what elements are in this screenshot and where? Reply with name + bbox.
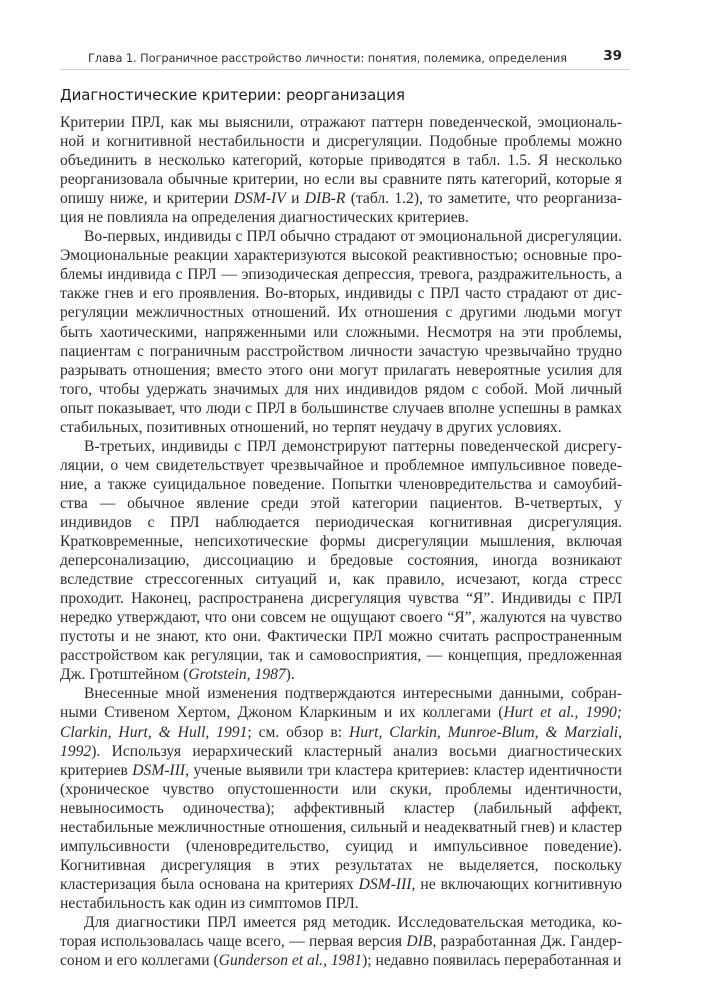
section-heading: Диагностические критерии: реорганизация	[60, 86, 405, 104]
page-number: 39	[603, 48, 622, 64]
paragraph: Для диагностики ПРЛ имеется ряд методик. Исследовательская методика, которая использовалась чаще всего, — первая версия DIB, разработанная Дж. Гандерсоном и его коллегами (Gunderson et al., 1981); недавно появилась переработанная и	[60, 913, 622, 970]
page-header	[60, 47, 630, 70]
paragraph: В-третьих, индивиды с ПРЛ демонстрируют паттерны поведенческой дисрегуляции, о чем свидетельствует чрезвычайное и проблемное импульсивное поведение, а также суицидальное поведение. Попытки членовредительства и самоубийства — обычное явление среди этой категории пациентов. В-четвертых, у индивидов с ПРЛ наблюдается периодическая когнитивная дисрегуляция. Кратковременные, непсихотические формы дисрегуляции мышления, включая деперсонализацию, диссоциацию и бредовые состояния, иногда возникают вследствие стрессогенных ситуаций и, как правило, исчезают, когда стресс проходит. Наконец, распространена дисрегуляция чувства “Я”. Индивиды с ПРЛ нередко утверждают, что они совсем не ощущают своего “Я”, жалуются на чувство пустоты и не знают, кто они. Фактически ПРЛ можно считать распространенным расстройством как регуляции, так и самовосприятия, — концепция, предложенная Дж. Гротштейном (Grotstein, 1987).	[60, 437, 622, 684]
paragraph: Во-первых, индивиды с ПРЛ обычно страдают от эмоциональной дисрегуляции. Эмоциональные реакции характеризуются высокой реактивностью; основные проблемы индивида с ПРЛ — эпизодическая депрессия, тревога, раздражительность, а также гнев и его проявления. Во-вторых, индивиды с ПРЛ часто страдают от дисрегуляции межличностных отношений. Их отношения с другими людьми могут быть хаотическими, напряженными или сложными. Несмотря на эти проблемы, пациентам с пограничным расстройством личности зачастую чрезвычайно трудно разрывать отношения; вместо этого они могут прилагать невероятные усилия для того, чтобы удержать значимых для них индивидов рядом с собой. Мой личный опыт показывает, что люди с ПРЛ в большинстве случаев вполне успешны в рамках стабильных, позитивных отношений, но терпят неудачу в других условиях.	[60, 228, 622, 436]
body-text	[60, 113, 622, 970]
running-title: Глава 1. Пограничное расстройство личности: понятия, полемика, определения	[88, 51, 567, 65]
paragraph: Внесенные мной изменения подтверждаются интересными данными, собранными Стивеном Хертом, Джоном Кларкиным и их коллегами (Hurt et al., 1990; Clarkin, Hurt, & Hull, 1991; см. обзор в: Hurt, Clarkin, Munroe-Blum, & Marziali, 1992). Используя иерархический кластерный анализ восьми диагностических критериев DSM-III, ученые выявили три кластера критериев: кластер идентичности (хроническое чувство опустошенности или скуки, проблемы идентичности, невыносимость одиночества); аффективный кластер (лабильный аффект, нестабильные межличностные отношения, сильный и неадекватный гнев) и кластер импульсивности (членовредительство, суицид и импульсивное поведение). Когнитивная дисрегуляция в этих результатах не выделяется, поскольку кластеризация была основана на критериях DSM-III, не включающих когнитивную нестабильность как один из симптомов ПРЛ.	[60, 685, 622, 912]
paragraph: Критерии ПРЛ, как мы выяснили, отражают паттерн поведенческой, эмоциональной и когнитивной нестабильности и дисрегуляции. Подобные проблемы можно объединить в несколько категорий, которые приводятся в табл. 1.5. Я несколько реорганизовала обычные критерии, но если вы сравните пять категорий, которые я опишу ниже, и критерии DSM-IV и DIB-R (табл. 1.2), то заметите, что реорганизация не повлияла на определения диагностических критериев.	[60, 114, 622, 227]
